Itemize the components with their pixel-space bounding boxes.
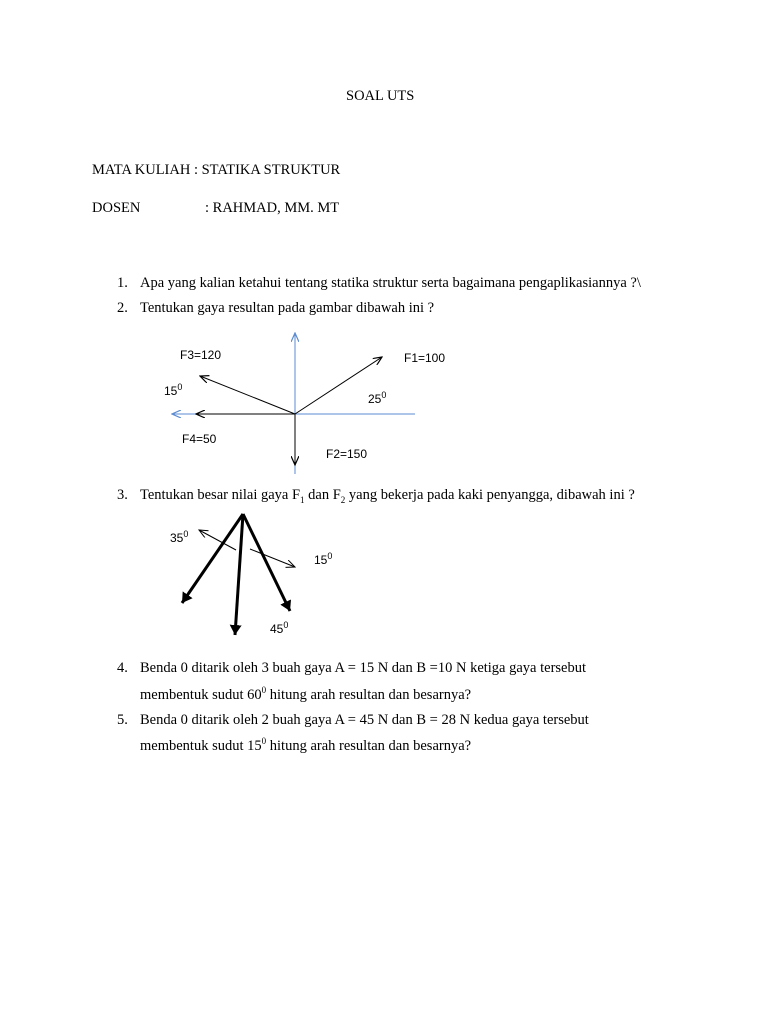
course-label: MATA KULIAH : STATIKA STRUKTUR (92, 162, 341, 178)
angle-label-35: $35^0$ (170, 529, 189, 545)
question-number: 5. (117, 712, 128, 728)
question-number: 3. (117, 487, 128, 503)
question-text: Apa yang kalian ketahui tentang statika struktur serta bagaimana pengaplikasiannya ?\ (140, 275, 641, 291)
angle-label-25: $25^0$ (368, 390, 387, 406)
question-text: Tentukan gaya resultan pada gambar dibawah ini ? (140, 300, 435, 316)
question-text-line2: membentuk sudut $15^0$ hitung arah resultan dan besarnya? (140, 736, 472, 754)
label-f4: F4=50 (182, 432, 217, 446)
angle-label-15b: $15^0$ (314, 551, 333, 567)
label-f1: F1=100 (404, 351, 446, 365)
page-title: SOAL UTS (346, 88, 415, 104)
label-f2: F2=150 (326, 447, 368, 461)
question-number: 4. (117, 660, 128, 676)
question-number: 2. (117, 300, 128, 316)
support-leg-left (182, 514, 243, 603)
angle-label-45: $45^0$ (270, 620, 289, 636)
question-number: 1. (117, 275, 128, 291)
label-f3: F3=120 (180, 348, 222, 362)
support-leg-middle (235, 514, 243, 635)
question-text: Tentukan besar nilai gaya $F_1$ dan $F_2$ yang bekerja pada kaki penyangga, dibawah ini ? (140, 487, 635, 505)
lecturer-value: : RAHMAD, MM. MT (205, 200, 340, 216)
question-text-line1: Benda 0 ditarik oleh 2 buah gaya A = 45 N dan B = 28 N kedua gaya tersebut (140, 712, 589, 728)
question-text-line1: Benda 0 ditarik oleh 3 buah gaya A = 15 N dan B =10 N ketiga gaya tersebut (140, 660, 587, 676)
lecturer-label: DOSEN (92, 200, 141, 216)
angle-label-15: $15^0$ (164, 382, 183, 398)
force-line-right (250, 549, 295, 567)
question-text-line2: membentuk sudut $60^0$ hitung arah resultan dan besarnya? (140, 685, 472, 703)
